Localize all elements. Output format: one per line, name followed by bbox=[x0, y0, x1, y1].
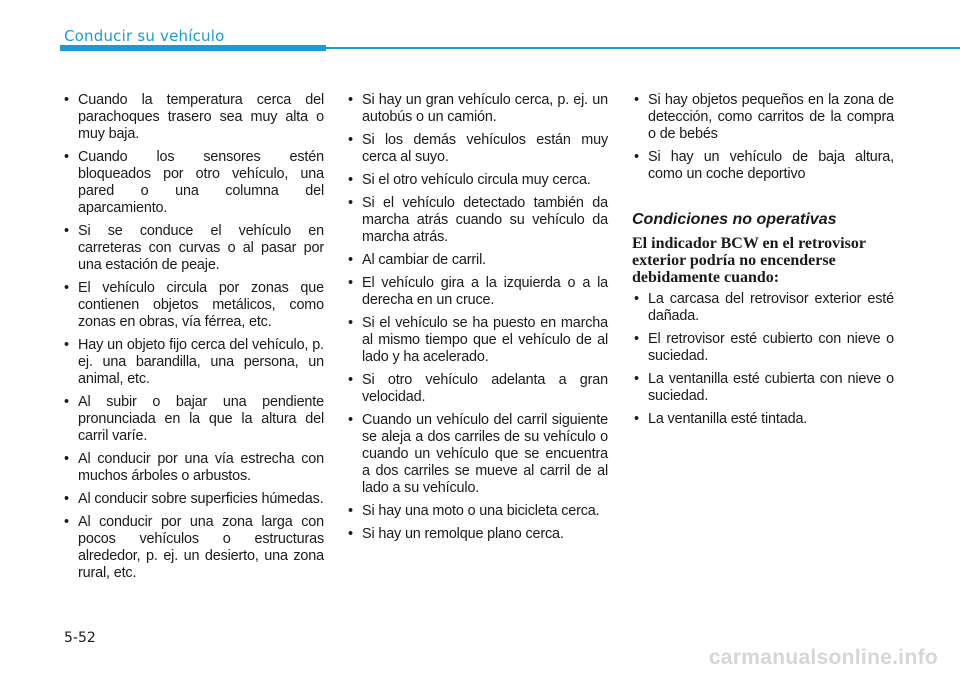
list-item: • Si se conduce el vehículo en carreteras con curvas o al pasar por una estación de peaje. bbox=[62, 223, 324, 274]
list-item: • Si hay un vehículo de baja altura, como un coche deportivo bbox=[632, 149, 894, 183]
list-item: • La ventanilla esté cubierta con nieve o suciedad. bbox=[632, 371, 894, 405]
list-item: • Si hay objetos pequeños en la zona de detección, como carritos de la compra o de bebés bbox=[632, 92, 894, 143]
header-rule-accent bbox=[60, 45, 326, 51]
list-item: • Al conducir por una zona larga con pocos vehículos o estructuras alrededor, p. ej. un desierto, una zona rural, etc. bbox=[62, 514, 324, 582]
list-item: • Si hay un gran vehículo cerca, p. ej. un autobús o un camión. bbox=[346, 92, 608, 126]
list-item: • Si hay una moto o una bicicleta cerca. bbox=[346, 503, 608, 520]
list-item: • Cuando un vehículo del carril siguiente se aleja a dos carriles de su vehículo o cuando un vehículo que se encuentra a dos carriles se mueve al carril de al lado a su vehículo. bbox=[346, 412, 608, 497]
column-right bbox=[632, 92, 894, 434]
list-item: • Hay un objeto fijo cerca del vehículo, p. ej. una barandilla, una persona, un animal, etc. bbox=[62, 337, 324, 388]
list-item: • Si los demás vehículos están muy cerca al suyo. bbox=[346, 132, 608, 166]
page-number: 5-52 bbox=[64, 630, 96, 646]
list-item: • Al conducir sobre superficies húmedas. bbox=[62, 491, 324, 508]
column-left bbox=[62, 92, 324, 588]
bullet-list-left bbox=[62, 92, 324, 582]
bullet-list-middle bbox=[346, 92, 608, 543]
list-item: • Si el vehículo se ha puesto en marcha al mismo tiempo que el vehículo de al lado y ha acelerado. bbox=[346, 315, 608, 366]
list-item: • Si hay un remolque plano cerca. bbox=[346, 526, 608, 543]
list-item: • Cuando los sensores estén bloqueados por otro vehículo, una pared o una columna del aparcamiento. bbox=[62, 149, 324, 217]
bullet-list-right-bottom bbox=[632, 291, 894, 428]
list-item: • La ventanilla esté tintada. bbox=[632, 411, 894, 428]
section-title: Conducir su vehículo bbox=[64, 27, 225, 45]
list-item: • El vehículo circula por zonas que contienen objetos metálicos, como zonas en obras, vía férrea, etc. bbox=[62, 280, 324, 331]
list-item: • Si el otro vehículo circula muy cerca. bbox=[346, 172, 608, 189]
list-item: • La carcasa del retrovisor exterior esté dañada. bbox=[632, 291, 894, 325]
bold-note: El indicador BCW en el retrovisor exterior podría no encenderse debidamente cuando: bbox=[632, 235, 866, 286]
list-item: • Si el vehículo detectado también da marcha atrás cuando su vehículo da marcha atrás. bbox=[346, 195, 608, 246]
list-item: • Al conducir por una vía estrecha con muchos árboles o arbustos. bbox=[62, 451, 324, 485]
list-item: • Cuando la temperatura cerca del parachoques trasero sea muy alta o muy baja. bbox=[62, 92, 324, 143]
list-item: • El vehículo gira a la izquierda o a la derecha en un cruce. bbox=[346, 275, 608, 309]
column-middle bbox=[346, 92, 608, 549]
list-item: • El retrovisor esté cubierto con nieve o suciedad. bbox=[632, 331, 894, 365]
list-item: • Al cambiar de carril. bbox=[346, 252, 608, 269]
header-rule-line bbox=[326, 47, 960, 49]
list-item: • Al subir o bajar una pendiente pronunciada en la que la altura del carril varíe. bbox=[62, 394, 324, 445]
list-item: • Si otro vehículo adelanta a gran velocidad. bbox=[346, 372, 608, 406]
subheading-non-operating-conditions: Condiciones no operativas bbox=[632, 211, 837, 228]
bullet-list-right-top bbox=[632, 92, 894, 183]
watermark: carmanualsonline.info bbox=[708, 646, 938, 669]
